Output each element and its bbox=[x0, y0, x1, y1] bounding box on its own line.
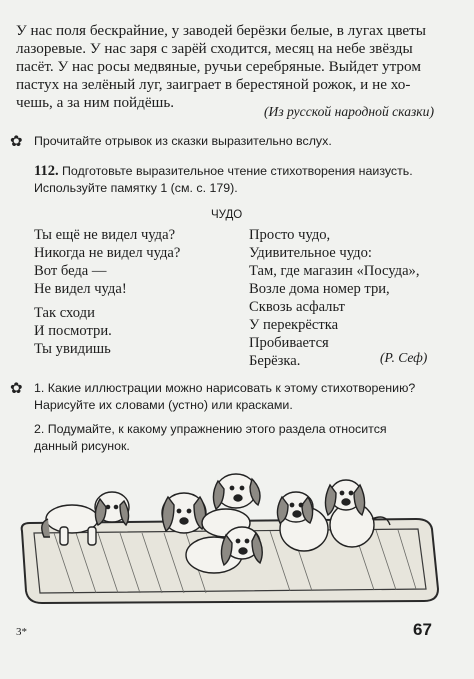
puppy bbox=[277, 492, 328, 551]
poem-line: Вот беда — bbox=[34, 263, 107, 279]
poem-line: Ты увидишь bbox=[34, 341, 111, 357]
fairy-tale-excerpt bbox=[16, 22, 436, 112]
excerpt-source: (Из русской народной сказки) bbox=[263, 104, 434, 119]
exercise-instruction-line1: Подготовьте выразительное чтение стихотворения наизусть. bbox=[62, 164, 413, 178]
exercise-number: 112. bbox=[34, 163, 59, 179]
poem-line: Пробивается bbox=[249, 335, 329, 351]
poem-line: Сквозь асфальт bbox=[249, 299, 345, 315]
signature-mark: 3* bbox=[16, 626, 27, 638]
poem-line: Просто чудо, bbox=[249, 227, 331, 243]
page-number: 67 bbox=[413, 620, 432, 639]
poem-title: ЧУДО bbox=[211, 209, 243, 221]
poem-line: Так сходи bbox=[34, 305, 95, 321]
poem-line: Возле дома номер три, bbox=[249, 281, 390, 297]
question-2-line1: 2. Подумайте, к какому упражнению этого раздела относится bbox=[34, 422, 387, 436]
question-1-line1: 1. Какие иллюстрации можно нарисовать к этому стихотворению? bbox=[34, 381, 416, 395]
excerpt-line: пастух на зелёный луг, заиграет в берестяной рожок, и не хо- bbox=[16, 76, 411, 93]
exercise-instruction-line2: Используйте памятку 1 (см. с. 179). bbox=[34, 181, 238, 195]
puppy bbox=[162, 493, 206, 533]
poem-line: У перекрёстка bbox=[249, 317, 339, 333]
question-1-line2: Нарисуйте их словами (устно) или красками. bbox=[34, 398, 293, 412]
flower-icon: ✿ bbox=[10, 134, 23, 150]
flower-icon: ✿ bbox=[10, 381, 23, 397]
puppies-on-rug-illustration bbox=[14, 463, 444, 605]
poem-line: Ты ещё не видел чуда? bbox=[34, 227, 176, 243]
poem-line: Там, где магазин «Посуда», bbox=[249, 263, 420, 279]
poem-line: Берёзка. bbox=[249, 353, 301, 369]
exercise-112-instruction bbox=[34, 163, 413, 180]
poem-line: Не видел чуда! bbox=[34, 281, 127, 297]
read-aloud-task: Прочитайте отрывок из сказки выразительно вслух. bbox=[34, 134, 332, 148]
excerpt-line: лазоревые. У нас заря с зарёй сходится, месяц на небе звёзды bbox=[16, 40, 413, 57]
poem-line: И посмотри. bbox=[34, 323, 112, 339]
poem-line: Удивительное чудо: bbox=[249, 245, 372, 261]
excerpt-line: чешь, а за ним пойдёшь. bbox=[16, 94, 175, 111]
excerpt-line: пасёт. У нас росы медвяные, ручьи серебряные. Выйдет утром bbox=[16, 58, 421, 75]
poem-author: (Р. Сеф) bbox=[380, 350, 428, 365]
question-2-line2: данный рисунок. bbox=[34, 439, 130, 453]
poem-line: Никогда не видел чуда? bbox=[34, 245, 181, 261]
excerpt-line: У нас поля бескрайние, у заводей берёзки белые, в лугах цветы bbox=[16, 22, 426, 39]
